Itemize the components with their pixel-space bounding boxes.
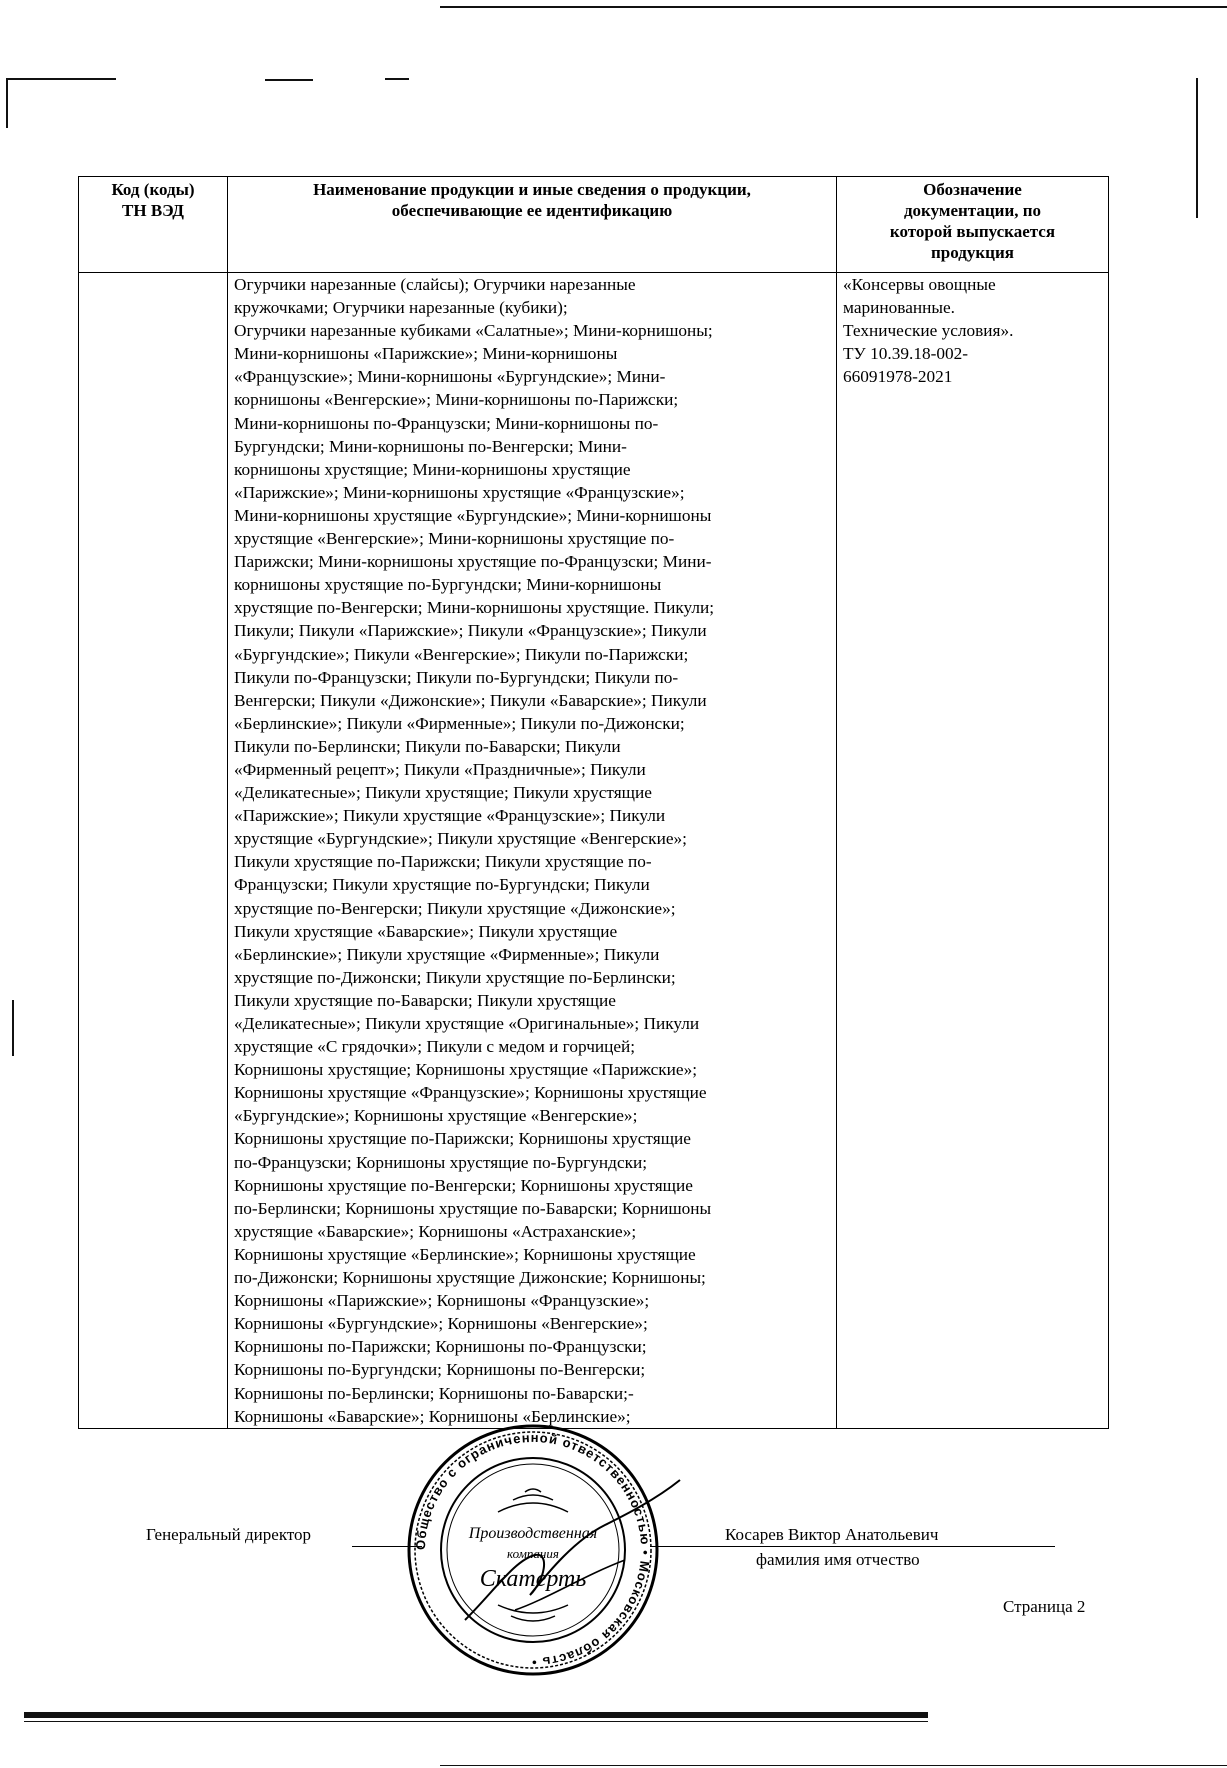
stamp-center-line-2: компания [507, 1546, 559, 1561]
name-caption: фамилия имя отчество [756, 1550, 920, 1569]
header-name-text: Наименование продукции и иные сведения о продукции, обеспечивающие ее идентификацию [313, 180, 751, 220]
scan-bottom-bar [24, 1712, 928, 1718]
header-code-text: Код (коды) ТН ВЭД [111, 180, 195, 220]
stamp-center-line-1: Производственная [468, 1525, 598, 1542]
handwritten-signature [455, 1470, 685, 1640]
name-underline [650, 1546, 1055, 1547]
header-docs-text: Обозначение документации, по которой выпускается продукция [889, 180, 1056, 262]
header-name [228, 177, 837, 273]
page-number: Страница 2 [1003, 1597, 1086, 1616]
stamp-center-line-3: Скатерть [479, 1566, 587, 1592]
scan-dash-1 [265, 79, 313, 81]
scan-bottom-edge-line [440, 1765, 1227, 1766]
scan-top-line [440, 6, 1227, 8]
cell-name [228, 273, 837, 1429]
table-row [79, 273, 1109, 1429]
header-docs [837, 177, 1109, 273]
signatory-name: Косарев Виктор Анатольевич [725, 1525, 939, 1544]
stamp-ring-text: Общество с ограниченной ответственностью • Московская область • [412, 1429, 654, 1671]
scan-left-mark [12, 1000, 14, 1056]
scan-right-edge-line [1196, 78, 1198, 218]
scan-left-corner-vertical [6, 78, 8, 128]
header-code [79, 177, 228, 273]
product-table [78, 176, 1109, 1429]
product-names-text: Огурчики нарезанные (слайсы); Огурчики нарезанные кружочками; Огурчики нарезанные (кубики); Огурчики нарезанные кубиками «Салатные»; Мини-корнишоны; Мини-корнишоны «Парижские»; Мини-корнишоны «Французские»; Мини-корнишоны «Бургундские»; Мини- корнишоны «Венгерские»; Мини-корнишоны по-Парижски; Мини-корнишоны по-Французски; Мини-корнишоны по- Бургундски; Мини-корнишоны по-Венгерски; Мини- корнишоны хрустящие; Мини-корнишоны хрустящие «Парижские»; Мини-корнишоны хрустящие «Французские»; Мини-корнишоны хрустящие «Бургундские»; Мини-корнишоны хрустящие «Венгерские»; Мини-корнишоны хрустящие по- Парижски; Мини-корнишоны хрустящие по-Французски; Мини- корнишоны хрустящие по-Бургундски; Мини-корнишоны хрустящие по-Венгерски; Мини-корнишоны хрустящие. Пикули; Пикули; Пикули «Парижские»; Пикули «Французские»; Пикули «Бургундские»; Пикули «Венгерские»; Пикули по-Парижски; Пикули по-Французски; Пикули по-Бургундски; Пикули по- Венгерски; Пикули «Дижонские»; Пикули «Баварские»; Пикули «Берлинские»; Пикули «Фирменные»; Пикули по-Дижонски; Пикули по-Берлински; Пикули по-Баварски; Пикули «Фирменный рецепт»; Пикули «Праздничные»; Пикули «Деликатесные»; Пикули хрустящие; Пикули хрустящие «Парижские»; Пикули хрустящие «Французские»; Пикули хрустящие «Бургундские»; Пикули хрустящие «Венгерские»; Пикули хрустящие по-Парижски; Пикули хрустящие по- Французски; Пикули хрустящие по-Бургундски; Пикули хрустящие по-Венгерски; Пикули хрустящие «Дижонские»; Пикули хрустящие «Баварские»; Пикули хрустящие «Берлинские»; Пикули хрустящие «Фирменные»; Пикули хрустящие по-Дижонски; Пикули хрустящие по-Берлински; Пикули хрустящие по-Баварски; Пикули хрустящие «Деликатесные»; Пикули хрустящие «Оригинальные»; Пикули хрустящие «С грядочки»; Пикули с медом и горчицей; Корнишоны хрустящие; Корнишоны хрустящие «Парижские»; Корнишоны хрустящие «Французские»; Корнишоны хрустящие «Бургундские»; Корнишоны хрустящие «Венгерские»; Корнишоны хрустящие по-Парижски; Корнишоны хрустящие по-Французски; Корнишоны хрустящие по-Бургундски; Корнишоны хрустящие по-Венгерски; Корнишоны хрустящие по-Берлински; Корнишоны хрустящие по-Баварски; Корнишоны хрустящие «Баварские»; Корнишоны «Астраханские»; Корнишоны хрустящие «Берлинские»; Корнишоны хрустящие по-Дижонски; Корнишоны хрустящие Дижонские; Корнишоны; Корнишоны «Парижские»; Корнишоны «Французские»; Корнишоны «Бургундские»; Корнишоны «Венгерские»; Корнишоны по-Парижски; Корнишоны по-Французски; Корнишоны по-Бургундски; Корнишоны по-Венгерски; Корнишоны по-Берлински; Корнишоны по-Баварски;- Корнишоны «Баварские»; Корнишоны «Берлинские»; [234, 275, 715, 1426]
scan-left-corner-horizontal [6, 78, 116, 80]
cell-docs [837, 273, 1109, 1429]
scan-bottom-bar-thin [24, 1721, 928, 1722]
scan-dash-2 [385, 78, 409, 80]
docs-reference-text: «Консервы овощные маринованные. Технические условия». ТУ 10.39.18-002- 66091978-2021 [843, 275, 1014, 387]
signatory-role: Генеральный директор [146, 1525, 312, 1544]
table-header-row [79, 177, 1109, 273]
cell-code [79, 273, 228, 1429]
